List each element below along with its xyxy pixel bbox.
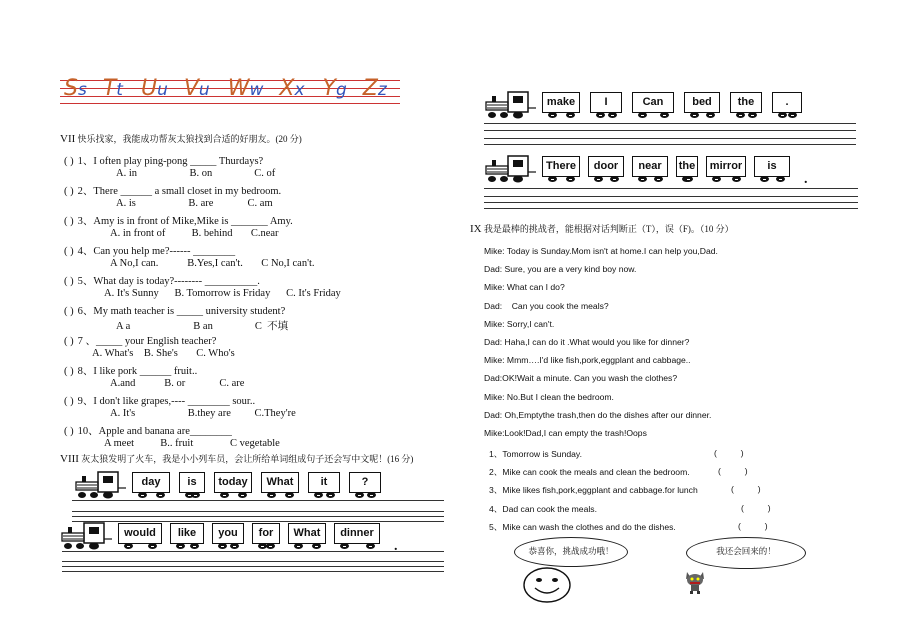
wheel-icon <box>610 176 619 182</box>
guide-line <box>60 103 400 104</box>
writing-line[interactable] <box>72 516 444 517</box>
dialogue-line: Mike:Look!Dad,I can empty the trash!Oops <box>484 428 647 438</box>
writing-line[interactable] <box>72 511 444 512</box>
wheel-icon <box>684 176 693 182</box>
question-text: 10、Apple and banana are________ <box>77 426 232 437</box>
train-car[interactable]: bed <box>684 92 720 113</box>
wheel-icon <box>548 176 557 182</box>
wheel-icon <box>367 492 376 498</box>
alphabet-lower-3: u <box>198 80 210 100</box>
wheel-icon <box>566 176 575 182</box>
tf-answer-blank[interactable]: ( ) <box>738 520 768 531</box>
wheel-icon <box>176 543 185 549</box>
statement-4: 4、Dad can cook the meals. <box>489 503 597 514</box>
locomotive-icon <box>60 521 120 551</box>
wheel-icon <box>314 492 323 498</box>
train-car[interactable]: the <box>730 92 762 113</box>
question-text: 6、My math teacher is _____ university student? <box>77 306 286 317</box>
dialogue-line: Mike: No.But I clean the bedroom. <box>484 391 614 402</box>
statement-5: 5、Mike can wash the clothes and do the dishes. <box>489 521 676 532</box>
alphabet-upper-1: T <box>102 76 117 101</box>
wheel-icon <box>340 543 349 549</box>
train-car[interactable]: you <box>212 523 244 544</box>
wheel-icon <box>638 112 647 118</box>
train-car[interactable]: What <box>261 472 299 493</box>
wheel-icon <box>267 492 276 498</box>
alphabet-lower-0: s <box>77 80 87 100</box>
wheel-icon <box>366 543 375 549</box>
section9-heading <box>470 222 734 235</box>
grey-wolf-icon <box>683 568 707 594</box>
question-text: 1、I often play ping-pong _____ Thurdays? <box>77 156 264 167</box>
dialogue-line: Mike: Sorry,I can't. <box>484 318 555 329</box>
section9-number: IX <box>470 223 482 235</box>
writing-line[interactable] <box>484 196 858 197</box>
wheel-icon <box>190 543 199 549</box>
question-text: 5、What day is today?-------- __________. <box>77 276 260 287</box>
train-car[interactable]: near <box>632 156 668 177</box>
section8-heading <box>60 452 413 465</box>
wheel-icon <box>594 176 603 182</box>
wheel-icon <box>654 176 663 182</box>
question-6 <box>64 303 285 318</box>
question-options: A. It's Sunny B. Tomorrow is Friday C. It's Friday <box>104 288 341 299</box>
section7-heading <box>60 132 302 145</box>
wheel-icon <box>690 112 699 118</box>
locomotive-icon <box>484 154 544 184</box>
wheel-icon <box>778 112 787 118</box>
alphabet-lower-1: t <box>116 80 123 100</box>
bubble-left-text: 恭喜你，挑战成功哦！ <box>528 547 614 557</box>
train-car[interactable]: would <box>118 523 162 544</box>
train-car[interactable]: Can <box>632 92 674 113</box>
train-car[interactable]: What <box>288 523 326 544</box>
locomotive-icon <box>484 90 544 120</box>
train-car[interactable]: it <box>308 472 340 493</box>
train-car[interactable]: . <box>772 92 802 113</box>
dialogue-line: Mike: Today is Sunday.Mom isn't at home.I can help you,Dad. <box>484 246 718 256</box>
alphabet-lower-5: x <box>294 80 305 100</box>
tf-answer-blank[interactable]: ( ) <box>741 502 771 513</box>
train-car[interactable]: day <box>132 472 170 493</box>
dialogue-line: Dad:OK!Wait a minute. Can you wash the clothes? <box>484 373 678 384</box>
writing-line[interactable] <box>62 561 444 562</box>
statement-2: 2、Mike can cook the meals and clean the bedroom. <box>489 467 690 478</box>
writing-line[interactable] <box>484 202 858 203</box>
speech-bubble-left <box>514 537 628 567</box>
alphabet-upper-3: V <box>183 76 199 101</box>
wheel-icon <box>218 543 227 549</box>
wheel-icon <box>220 492 229 498</box>
train-car[interactable]: make <box>542 92 580 113</box>
wheel-icon <box>566 112 575 118</box>
answer-blank[interactable]: ( ) <box>64 426 74 437</box>
writing-line[interactable] <box>484 130 856 131</box>
dialogue-line: Dad: Sure, you are a very kind boy now. <box>484 264 637 275</box>
train-car[interactable]: ? <box>349 472 381 493</box>
bubble-right-text: 我还会回来的！ <box>716 547 776 557</box>
writing-line[interactable] <box>484 208 858 209</box>
question-options: A. What's B. She's C. Who's <box>92 348 235 359</box>
question-9 <box>64 393 255 408</box>
train-car[interactable]: for <box>252 523 280 544</box>
wheel-icon <box>608 112 617 118</box>
alphabet-upper-2: U <box>140 76 158 101</box>
answer-blank[interactable]: ( ) <box>64 156 74 167</box>
question-text: 2、There ______ a small closet in my bedroom. <box>77 186 282 197</box>
dialogue-line: Mike: Mmm….I'd like fish,pork,eggplant and cabbage.. <box>484 355 691 366</box>
wheel-icon <box>355 492 364 498</box>
train-car[interactable]: is <box>179 472 205 493</box>
wheel-icon <box>732 176 741 182</box>
tf-answer-blank[interactable]: ( ) <box>714 448 744 458</box>
alphabet-lower-2: u <box>157 80 168 100</box>
dialogue-line: Dad: Can you cook the meals? <box>484 300 609 311</box>
question-4 <box>64 243 235 258</box>
writing-line[interactable] <box>62 571 444 572</box>
writing-line[interactable] <box>72 521 444 522</box>
sentence-end-mark: . <box>804 172 808 187</box>
alphabet-letters <box>64 76 387 101</box>
question-options: A. is B. are C. am <box>116 198 273 209</box>
wheel-icon <box>596 112 605 118</box>
question-options: A. It's B.they are C.They're <box>110 408 296 419</box>
alphabet-upper-7: Z <box>362 76 378 101</box>
train-car[interactable]: mirror <box>706 156 746 177</box>
writing-line[interactable] <box>484 188 858 189</box>
question-text: 7 、_____ your English teacher? <box>77 336 217 347</box>
wheel-icon <box>294 543 303 549</box>
question-options: A. in front of B. behind C.near <box>110 228 279 239</box>
question-text: 9、I don't like grapes,---- ________ sour.. <box>77 396 256 407</box>
section7-title: 快乐找家，我能成功帮灰太狼找到合适的好朋友。(20 分) <box>77 134 302 144</box>
wheel-icon <box>548 112 557 118</box>
dialogue-line: Dad: Oh,Emptythe trash,then do the dishes after our dinner. <box>484 409 712 420</box>
sentence-end-mark: . <box>394 539 398 554</box>
writing-line[interactable] <box>484 138 856 139</box>
alphabet-upper-4: W <box>227 76 250 101</box>
alphabet-lower-4: w <box>249 80 264 100</box>
wheel-icon <box>736 112 745 118</box>
tf-answer-blank[interactable]: ( ) <box>718 466 748 477</box>
train-car[interactable]: There <box>542 156 580 177</box>
writing-line[interactable] <box>484 123 856 124</box>
wheel-icon <box>788 112 797 118</box>
train-car[interactable]: like <box>170 523 204 544</box>
wheel-icon <box>230 543 239 549</box>
wheel-icon <box>760 176 769 182</box>
answer-blank[interactable]: ( ) <box>64 246 74 257</box>
question-text: 4、Can you help me?------ ________ <box>77 246 236 257</box>
alphabet-upper-6: Y <box>322 76 336 101</box>
answer-blank[interactable]: ( ) <box>64 186 74 197</box>
answer-blank[interactable]: ( ) <box>64 336 74 347</box>
question-options: A meet B.. fruit C vegetable <box>104 438 280 449</box>
question-7 <box>64 333 216 348</box>
wheel-icon <box>148 543 157 549</box>
wheel-icon <box>748 112 757 118</box>
statement-3: 3、Mike likes fish,pork,eggplant and cabbage.for lunch <box>489 485 698 496</box>
question-text: 3、Amy is in front of Mike,Mike is _______ Amy. <box>77 216 293 227</box>
section8-number: VIII <box>60 453 79 465</box>
dialogue-line: Dad: Haha,I can do it .What would you like for dinner? <box>484 337 690 347</box>
wheel-icon <box>191 492 200 498</box>
section8-title: 灰太狼发明了火车，我是小小列车员，会让所给单词组成句子还会写中文呢！(16 分) <box>81 454 414 464</box>
wheel-icon <box>266 543 275 549</box>
wheel-icon <box>660 112 669 118</box>
writing-line[interactable] <box>62 551 444 552</box>
question-options: A.and B. or C. are <box>110 378 245 389</box>
smiley-face-icon <box>522 566 572 604</box>
wheel-icon <box>138 492 147 498</box>
train-car[interactable]: is <box>754 156 790 177</box>
wheel-icon <box>124 543 133 549</box>
answer-blank[interactable]: ( ) <box>64 216 74 227</box>
question-options: A. in B. on C. of <box>116 168 276 179</box>
question-8 <box>64 363 197 378</box>
alphabet-upper-5: X <box>279 76 295 101</box>
writing-line[interactable] <box>72 500 444 501</box>
wheel-icon <box>326 492 335 498</box>
question-1 <box>64 153 263 168</box>
train-car[interactable]: the <box>676 156 698 177</box>
alphabet-lower-6: g <box>335 80 347 100</box>
train-car[interactable]: dinner <box>334 523 380 544</box>
answer-blank[interactable]: ( ) <box>64 306 74 317</box>
question-5 <box>64 273 260 288</box>
question-2 <box>64 183 281 198</box>
wheel-icon <box>706 112 715 118</box>
tf-answer-blank[interactable]: ( ) <box>731 484 761 495</box>
train-car[interactable]: I <box>590 92 622 113</box>
speech-bubble-right <box>686 537 806 569</box>
question-text: 8、I like pork ______ fruit.. <box>77 366 198 377</box>
statement-1: 1、Tomorrow is Sunday. <box>489 449 582 459</box>
question-options: A a B an C 不填 <box>116 321 289 332</box>
question-options: A No,I can. B.Yes,I can't. C No,I can't. <box>110 258 315 269</box>
dialogue-line: Mike: What can I do? <box>484 282 565 293</box>
alphabet-upper-0: S <box>64 76 78 101</box>
wheel-icon <box>776 176 785 182</box>
question-3 <box>64 213 293 228</box>
answer-blank[interactable]: ( ) <box>64 366 74 377</box>
wheel-icon <box>638 176 647 182</box>
wheel-icon <box>312 543 321 549</box>
question-10 <box>64 423 232 438</box>
train-car[interactable]: door <box>588 156 624 177</box>
section9-title: 我是最棒的挑战者，能根据对话判断正（T），误（F)。（10 分） <box>483 224 734 234</box>
alphabet-lower-7: z <box>377 80 387 100</box>
wheel-icon <box>712 176 721 182</box>
locomotive-icon <box>74 470 134 500</box>
writing-line[interactable] <box>484 144 856 145</box>
writing-line[interactable] <box>62 566 444 567</box>
answer-blank[interactable]: ( ) <box>64 396 74 407</box>
section7-number: VII <box>60 133 76 145</box>
answer-blank[interactable]: ( ) <box>64 276 74 287</box>
wheel-icon <box>238 492 247 498</box>
train-car[interactable]: today <box>214 472 252 493</box>
wheel-icon <box>285 492 294 498</box>
wheel-icon <box>156 492 165 498</box>
